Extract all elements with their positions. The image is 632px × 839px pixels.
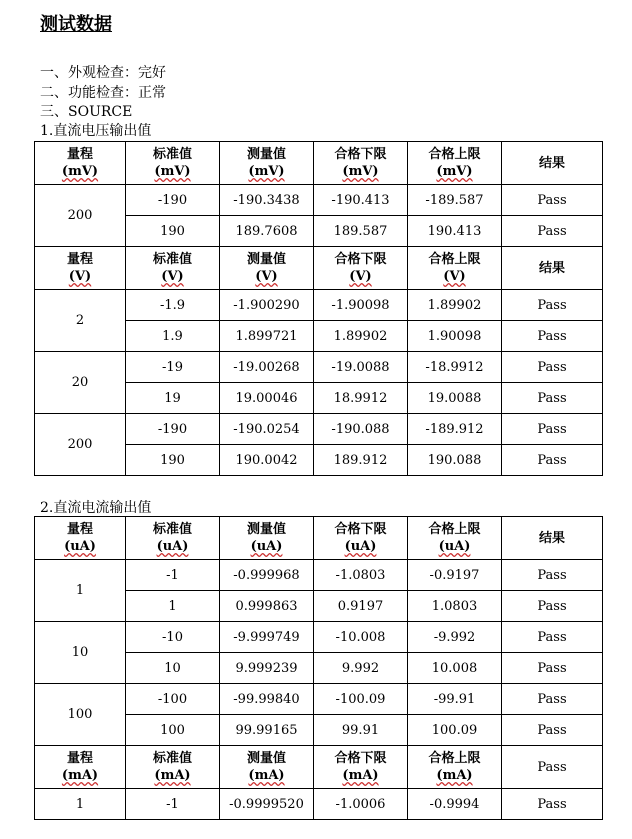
header-result: Pass — [502, 746, 603, 789]
header-upper-label: 合格上限 — [428, 751, 481, 766]
header-lower-unit: (mV) — [342, 164, 379, 179]
header-measured-unit: (V) — [255, 269, 278, 284]
header-upper-label: 合格上限 — [428, 147, 481, 162]
standard-value: 19 — [126, 383, 220, 414]
header-upper-unit: (mV) — [436, 164, 473, 179]
upper-limit: 1.90098 — [408, 321, 502, 352]
appearance-check: 一、外观检查：完好 — [40, 65, 166, 81]
header-unit-wrap — [126, 538, 219, 555]
header-lower — [314, 746, 408, 789]
lower-limit: 0.9197 — [314, 591, 408, 622]
header-range-label: 量程 — [66, 147, 93, 162]
header-measured — [220, 142, 314, 185]
range-cell: 200 — [35, 414, 126, 476]
dcv-section-title: 1.直流电压输出值 — [40, 123, 152, 139]
header-range-label: 量程 — [66, 252, 93, 267]
standard-value: -1 — [126, 560, 220, 591]
header-row — [35, 746, 603, 789]
standard-value: -19 — [126, 352, 220, 383]
header-range-label: 量程 — [66, 522, 93, 537]
header-upper — [408, 142, 502, 185]
standard-value: 10 — [126, 653, 220, 684]
standard-value: 1.9 — [126, 321, 220, 352]
result-cell: Pass — [502, 414, 603, 445]
header-standard — [126, 142, 220, 185]
standard-value: -1.9 — [126, 290, 220, 321]
lower-limit: -100.09 — [314, 684, 408, 715]
source-heading: 三、SOURCE — [40, 104, 133, 120]
header-upper-label: 合格上限 — [428, 252, 481, 267]
result-cell: Pass — [502, 321, 603, 352]
standard-value: 1 — [126, 591, 220, 622]
header-unit-wrap — [126, 767, 219, 784]
measured-value: -99.99840 — [220, 684, 314, 715]
header-standard — [126, 517, 220, 560]
header-standard-label: 标准值 — [152, 252, 192, 267]
measured-value: -190.3438 — [220, 185, 314, 216]
header-standard-label: 标准值 — [152, 147, 192, 162]
upper-limit: -9.992 — [408, 622, 502, 653]
header-row — [35, 142, 603, 185]
header-lower-label: 合格下限 — [334, 147, 387, 162]
header-range — [35, 247, 126, 290]
upper-limit: 10.008 — [408, 653, 502, 684]
header-unit-wrap — [408, 767, 501, 784]
header-range-unit: (mV) — [61, 164, 99, 179]
header-lower-label: 合格下限 — [334, 252, 387, 267]
header-lower — [314, 517, 408, 560]
standard-value: 100 — [126, 715, 220, 746]
measured-value: 190.0042 — [220, 445, 314, 476]
measured-value: 1.899721 — [220, 321, 314, 352]
header-unit-wrap — [35, 163, 125, 180]
header-standard-unit: (mA) — [154, 768, 191, 783]
lower-limit: -1.0803 — [314, 560, 408, 591]
header-unit-wrap — [314, 163, 407, 180]
header-unit-wrap — [314, 268, 407, 285]
header-measured-label: 测量值 — [246, 522, 286, 537]
header-lower-label: 合格下限 — [334, 751, 387, 766]
result-cell: Pass — [502, 185, 603, 216]
header-range-unit: (V) — [68, 269, 92, 284]
standard-value: 190 — [126, 216, 220, 247]
header-standard-label: 标准值 — [152, 751, 192, 766]
header-range-unit: (mA) — [61, 768, 99, 783]
header-unit-wrap — [314, 767, 407, 784]
header-range — [35, 517, 126, 560]
header-upper-unit: (uA) — [438, 539, 471, 554]
standard-value: -10 — [126, 622, 220, 653]
header-result: 结果 — [502, 142, 603, 185]
header-measured — [220, 517, 314, 560]
dci-table — [34, 516, 603, 820]
measured-value: -9.999749 — [220, 622, 314, 653]
upper-limit: -99.91 — [408, 684, 502, 715]
measured-value: -190.0254 — [220, 414, 314, 445]
header-unit-wrap — [35, 767, 125, 784]
result-cell: Pass — [502, 715, 603, 746]
header-lower-unit: (mA) — [342, 768, 379, 783]
lower-limit: -1.90098 — [314, 290, 408, 321]
result-cell: Pass — [502, 591, 603, 622]
standard-value: -190 — [126, 414, 220, 445]
upper-limit: -18.9912 — [408, 352, 502, 383]
header-upper-label: 合格上限 — [428, 522, 481, 537]
range-cell: 20 — [35, 352, 126, 414]
measured-value: -0.9999520 — [220, 789, 314, 820]
measured-value: 9.999239 — [220, 653, 314, 684]
header-row — [35, 247, 603, 290]
header-range — [35, 746, 126, 789]
header-upper-unit: (V) — [443, 269, 466, 284]
lower-limit: -190.088 — [314, 414, 408, 445]
header-measured — [220, 247, 314, 290]
measured-value: -19.00268 — [220, 352, 314, 383]
header-result: 结果 — [502, 247, 603, 290]
measured-value: 99.99165 — [220, 715, 314, 746]
header-result: 结果 — [502, 517, 603, 560]
result-cell: Pass — [502, 445, 603, 476]
header-standard-unit: (uA) — [156, 539, 189, 554]
measured-value: -0.999968 — [220, 560, 314, 591]
header-measured-label: 测量值 — [246, 751, 286, 766]
header-unit-wrap — [314, 538, 407, 555]
result-cell: Pass — [502, 216, 603, 247]
table-row — [35, 290, 603, 321]
header-unit-wrap — [126, 268, 219, 285]
upper-limit: 190.413 — [408, 216, 502, 247]
header-lower-unit: (V) — [349, 269, 372, 284]
range-cell: 2 — [35, 290, 126, 352]
upper-limit: -189.912 — [408, 414, 502, 445]
header-standard-unit: (V) — [161, 269, 184, 284]
lower-limit: 99.91 — [314, 715, 408, 746]
header-measured-label: 测量值 — [246, 252, 286, 267]
header-unit-wrap — [35, 538, 125, 555]
lower-limit: -10.008 — [314, 622, 408, 653]
header-measured-unit: (mA) — [248, 768, 285, 783]
standard-value: 190 — [126, 445, 220, 476]
header-unit-wrap — [126, 163, 219, 180]
header-unit-wrap — [220, 268, 313, 285]
header-standard — [126, 746, 220, 789]
measured-value: -1.900290 — [220, 290, 314, 321]
result-cell: Pass — [502, 560, 603, 591]
lower-limit: -190.413 — [314, 185, 408, 216]
upper-limit: 1.0803 — [408, 591, 502, 622]
result-cell: Pass — [502, 789, 603, 820]
standard-value: -1 — [126, 789, 220, 820]
table-row — [35, 352, 603, 383]
header-measured-unit: (mV) — [248, 164, 285, 179]
table-row — [35, 414, 603, 445]
header-lower-unit: (uA) — [344, 539, 377, 554]
header-range — [35, 142, 126, 185]
range-cell: 1 — [35, 789, 126, 820]
upper-limit: 100.09 — [408, 715, 502, 746]
header-range-label: 量程 — [66, 751, 93, 766]
result-cell: Pass — [502, 352, 603, 383]
dci-section-title: 2.直流电流输出值 — [40, 500, 152, 516]
measured-value: 189.7608 — [220, 216, 314, 247]
standard-value: -100 — [126, 684, 220, 715]
header-standard — [126, 247, 220, 290]
upper-limit: -189.587 — [408, 185, 502, 216]
standard-value: -190 — [126, 185, 220, 216]
range-cell: 100 — [35, 684, 126, 746]
upper-limit: 19.0088 — [408, 383, 502, 414]
lower-limit: 9.992 — [314, 653, 408, 684]
header-upper — [408, 517, 502, 560]
lower-limit: -1.0006 — [314, 789, 408, 820]
header-measured — [220, 746, 314, 789]
table-row — [35, 622, 603, 653]
header-unit-wrap — [35, 268, 125, 285]
header-upper-unit: (mA) — [436, 768, 473, 783]
header-row — [35, 517, 603, 560]
header-unit-wrap — [220, 538, 313, 555]
header-standard-label: 标准值 — [152, 522, 192, 537]
table-row — [35, 185, 603, 216]
header-unit-wrap — [220, 767, 313, 784]
upper-limit: -0.9197 — [408, 560, 502, 591]
lower-limit: -19.0088 — [314, 352, 408, 383]
page-title: 测试数据 — [40, 14, 112, 35]
result-cell: Pass — [502, 684, 603, 715]
lower-limit: 189.912 — [314, 445, 408, 476]
header-upper — [408, 746, 502, 789]
lower-limit: 189.587 — [314, 216, 408, 247]
range-cell: 10 — [35, 622, 126, 684]
range-cell: 200 — [35, 185, 126, 247]
result-cell: Pass — [502, 653, 603, 684]
lower-limit: 18.9912 — [314, 383, 408, 414]
upper-limit: 190.088 — [408, 445, 502, 476]
header-unit-wrap — [220, 163, 313, 180]
result-cell: Pass — [502, 622, 603, 653]
header-lower — [314, 247, 408, 290]
header-range-unit: (uA) — [64, 539, 96, 554]
result-cell: Pass — [502, 290, 603, 321]
range-cell: 1 — [35, 560, 126, 622]
table-row — [35, 789, 603, 820]
header-unit-wrap — [408, 163, 501, 180]
header-standard-unit: (mV) — [154, 164, 191, 179]
header-upper — [408, 247, 502, 290]
measured-value: 0.999863 — [220, 591, 314, 622]
table-row — [35, 560, 603, 591]
header-lower — [314, 142, 408, 185]
measured-value: 19.00046 — [220, 383, 314, 414]
header-measured-label: 测量值 — [246, 147, 286, 162]
header-lower-label: 合格下限 — [334, 522, 387, 537]
result-cell: Pass — [502, 383, 603, 414]
header-unit-wrap — [408, 268, 501, 285]
lower-limit: 1.89902 — [314, 321, 408, 352]
header-measured-unit: (uA) — [250, 539, 283, 554]
function-check: 二、功能检查：正常 — [40, 85, 166, 101]
upper-limit: -0.9994 — [408, 789, 502, 820]
dcv-table — [34, 141, 603, 476]
table-row — [35, 684, 603, 715]
header-unit-wrap — [408, 538, 501, 555]
upper-limit: 1.89902 — [408, 290, 502, 321]
